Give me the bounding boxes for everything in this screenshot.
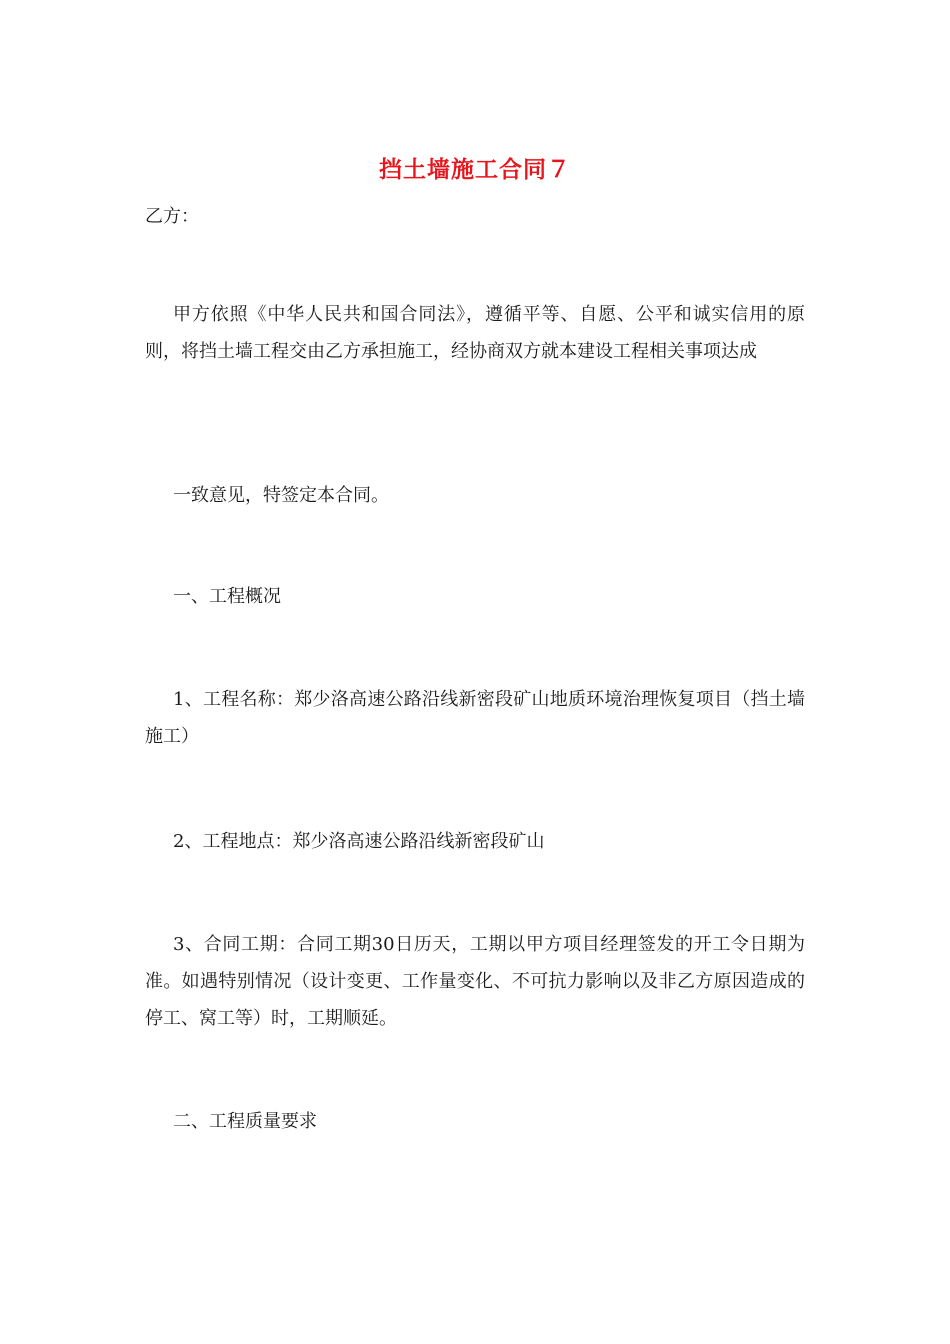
project-name-paragraph: 1、工程名称：郑少洛高速公路沿线新密段矿山地质环境治理恢复项目（挡土墙施工） [145, 689, 805, 747]
project-location-paragraph: 2、工程地点：郑少洛高速公路沿线新密段矿山 [173, 831, 545, 852]
party-b-label: 乙方： [145, 206, 199, 227]
contract-duration-paragraph: 3、合同工期：合同工期30日历天，工期以甲方项目经理签发的开工令日期为准。如遇特别情况（设计变更、工作量变化、不可抗力影响以及非乙方原因造成的停工、窝工等）时，工期顺延。 [145, 934, 805, 1029]
document-title: 挡土墙施工合同７ [379, 157, 571, 183]
agreement-paragraph: 一致意见，特签定本合同。 [173, 485, 389, 506]
intro-paragraph: 甲方依照《中华人民共和国合同法》，遵循平等、自愿、公平和诚实信用的原则，将挡土墙工程交由乙方承担施工，经协商双方就本建设工程相关事项达成 [145, 304, 805, 362]
section-heading-quality-requirements: 二、工程质量要求 [173, 1111, 317, 1132]
section-heading-project-overview: 一、工程概况 [173, 586, 281, 607]
